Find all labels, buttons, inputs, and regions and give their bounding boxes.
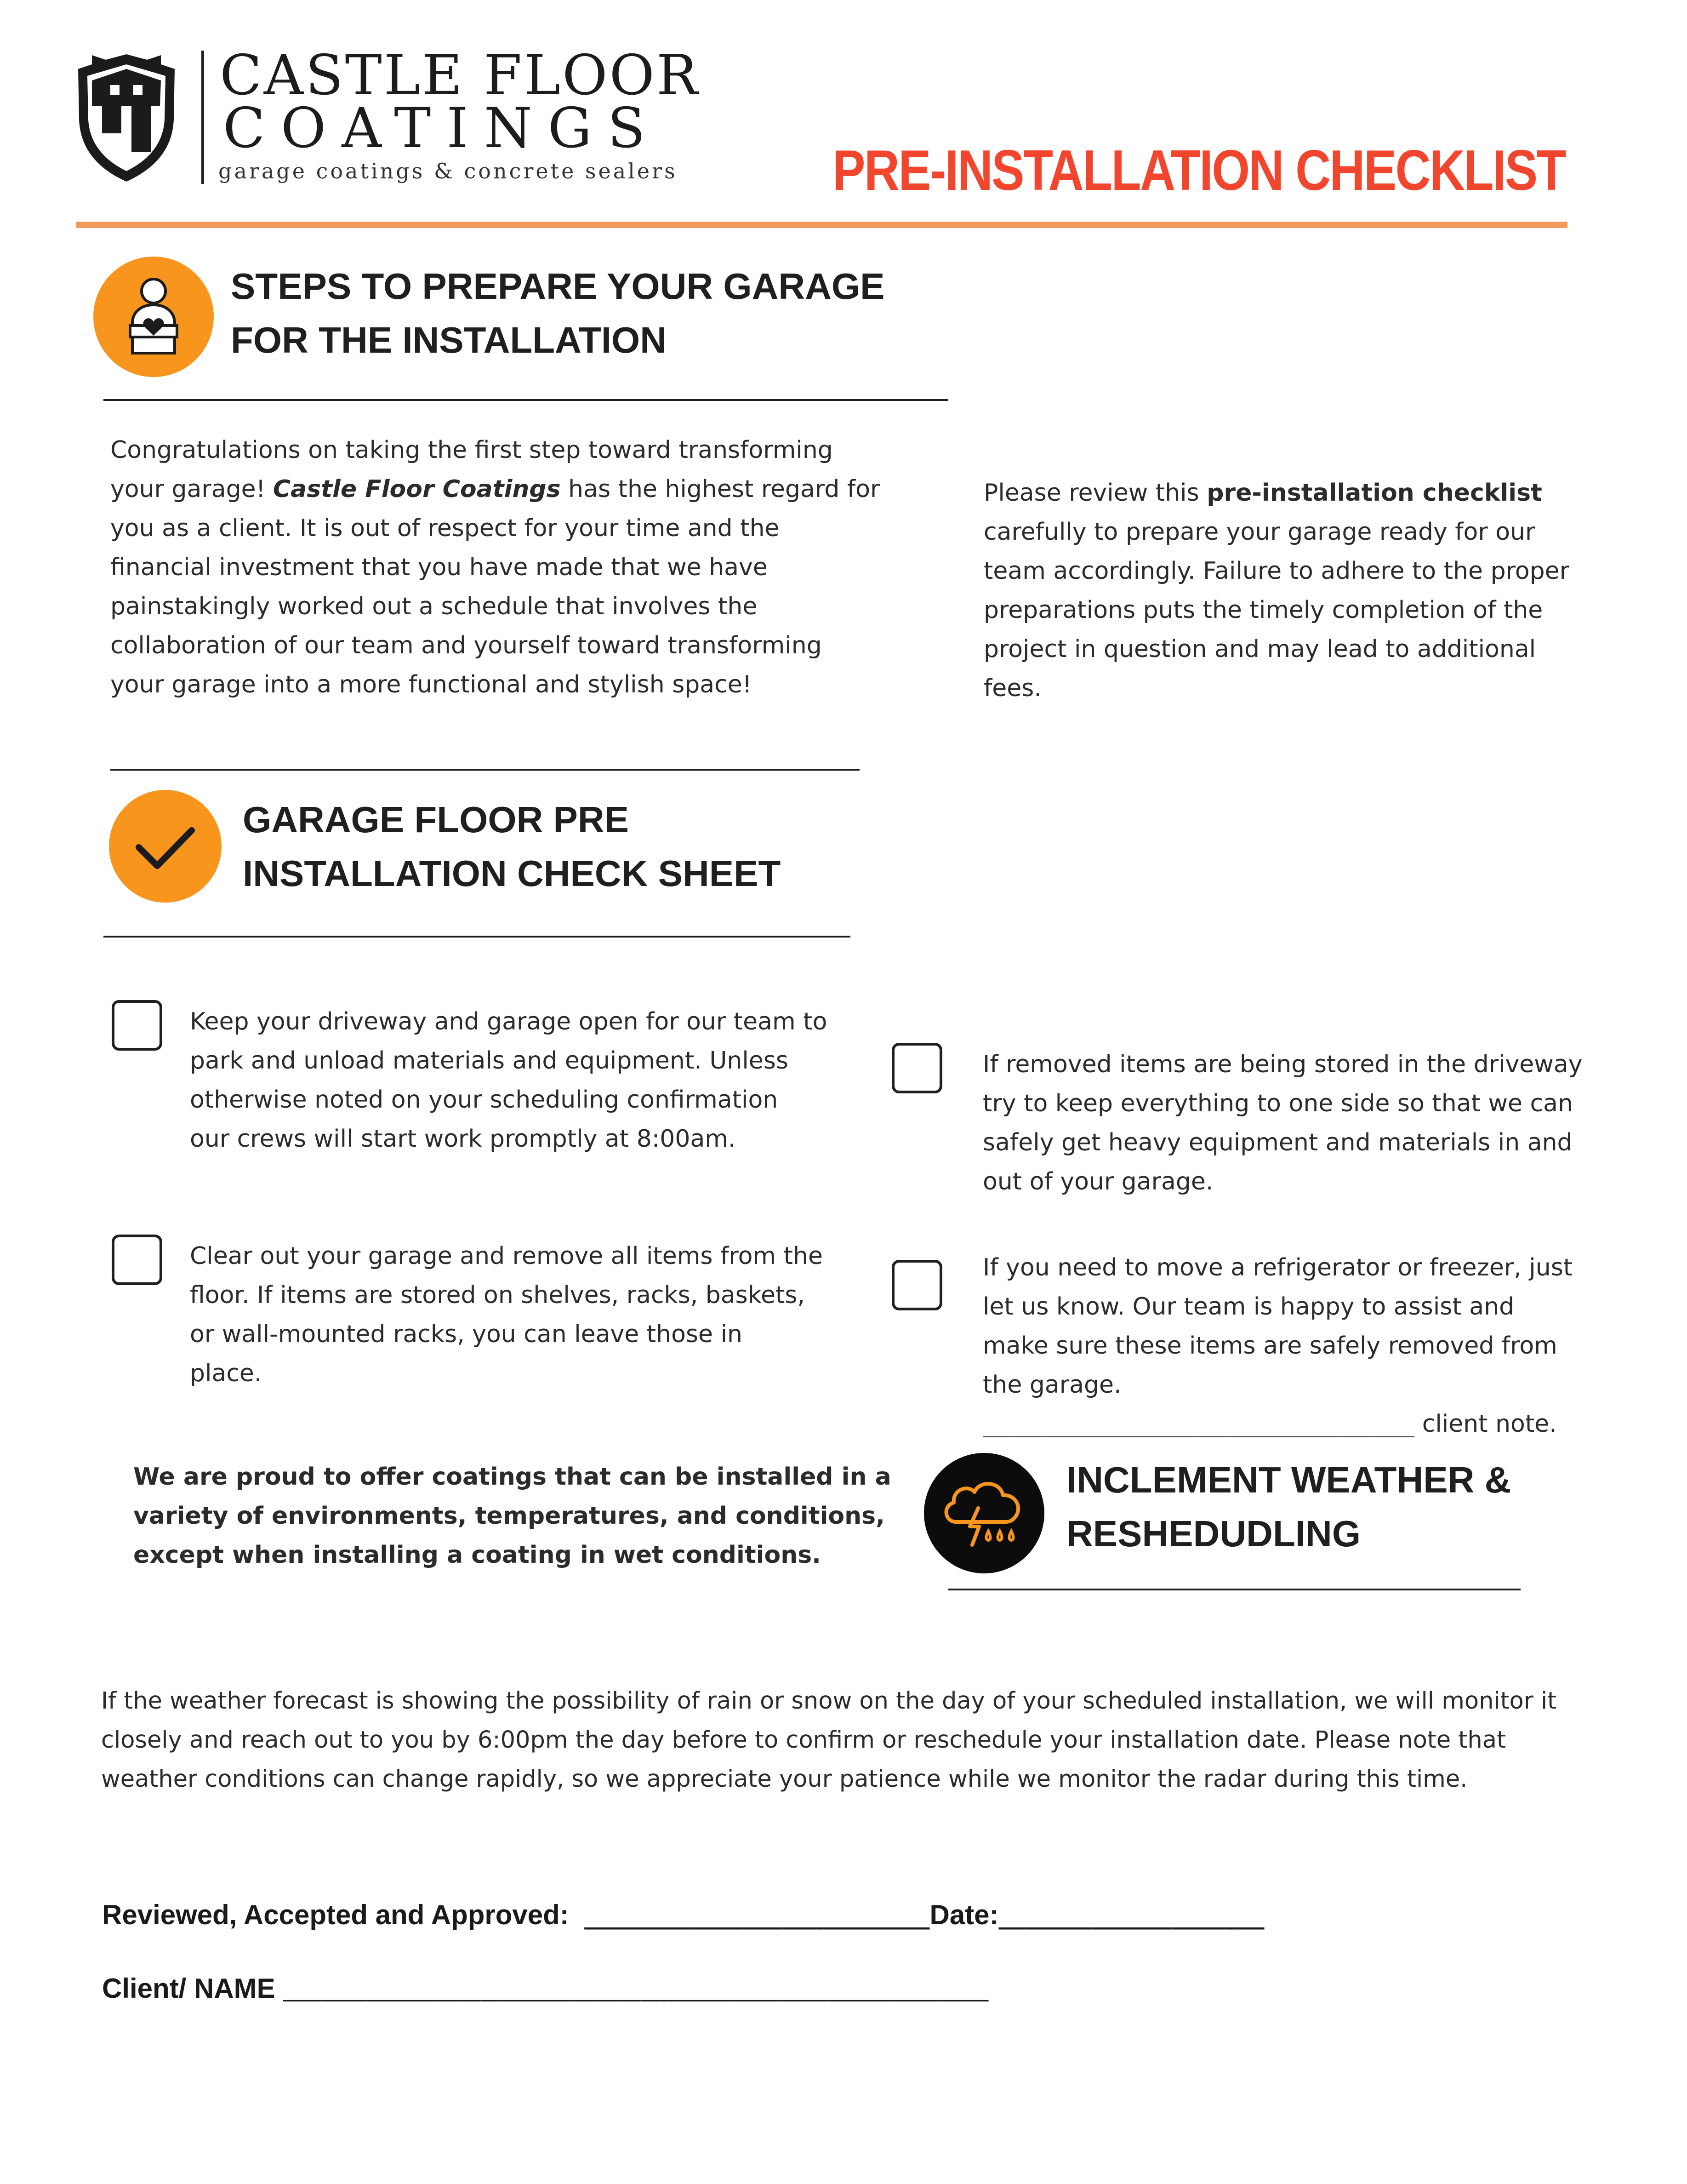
brand-mention: Castle Floor Coatings — [273, 475, 561, 503]
checklist-checkbox[interactable] — [892, 1260, 942, 1310]
checklist-checkbox[interactable] — [892, 1043, 942, 1093]
check-heading-line2: INSTALLATION CHECK SHEET — [243, 853, 781, 894]
weather-heading-line1: INCLEMENT WEATHER & — [1066, 1459, 1511, 1500]
review-line: fees. — [984, 675, 1042, 702]
checklist-emphasis: pre-installation checklist — [1207, 479, 1542, 507]
wet-conditions-notice: We are proud to offer coatings that can be installed in a variety of environments, temperatures, and conditions, except when installing a coating in wet conditions. — [133, 1463, 891, 1569]
intro-line: Congratulations on taking the first step toward transforming — [110, 436, 833, 464]
person-holding-heart-icon — [93, 257, 214, 377]
brand-name-line1: CASTLE FLOOR — [220, 44, 700, 108]
intro-line: financial investment that you have made that we have — [110, 554, 768, 581]
intro-line: collaboration of our team and yourself toward transforming — [110, 632, 822, 659]
castle-shield-icon — [74, 51, 179, 184]
client-note-label: client note. — [1422, 1410, 1557, 1438]
intro-line: you as a client. It is out of respect for your time and the — [110, 515, 780, 542]
checklist-checkbox[interactable] — [112, 1000, 162, 1051]
review-line: carefully to prepare your garage ready for our — [984, 518, 1535, 546]
steps-heading-line1: STEPS TO PREPARE YOUR GARAGE — [231, 266, 885, 307]
brand-tagline: garage coatings & concrete sealers — [218, 159, 678, 183]
review-line: project in question and may lead to additional — [984, 635, 1536, 663]
client-note-blank[interactable]: ______________________________ — [983, 1410, 1415, 1438]
approval-signature-row — [102, 1899, 1264, 1931]
steps-heading-line2: FOR THE INSTALLATION — [231, 320, 667, 360]
intro-line: your garage! Castle Floor Coatings has the highest regard for — [110, 475, 880, 503]
check-heading-line1: GARAGE FLOOR PRE — [243, 799, 629, 840]
checklist-item-text: Keep your driveway and garage open for our team to park and unload materials and equipment. Unless otherwise noted on your scheduling confirmation our crews will start work promptly at 8:00am. — [190, 1008, 827, 1153]
checklist-item-text: If removed items are being stored in the driveway try to keep everything to one side so that we can safely get heavy equipment and materials in and out of your garage. — [983, 1051, 1583, 1195]
date-line[interactable]: ____________________ — [998, 1904, 1265, 1930]
date-label: Date: — [929, 1899, 999, 1930]
intro-line: your garage into a more functional and stylish space! — [110, 671, 752, 698]
checklist-item-text: Clear out your garage and remove all items from the floor. If items are stored on shelves, racks, baskets, or wall-mounted racks, you can leave those in place. — [190, 1242, 823, 1387]
approval-label: Reviewed, Accepted and Approved: — [102, 1899, 569, 1930]
client-name-label: Client/ NAME — [102, 1973, 275, 2004]
header-divider — [76, 222, 1567, 228]
review-paragraph — [984, 474, 1569, 708]
logo-divider — [201, 51, 204, 184]
check-heading-bottom-rule — [103, 936, 850, 938]
page-title: PRE-INSTALLATION CHECKLIST — [832, 139, 1565, 202]
brand-name-line2: COATINGS — [223, 97, 661, 160]
client-note — [983, 1405, 1557, 1444]
intro-line: painstakingly worked out a schedule that involves the — [110, 593, 758, 620]
weather-heading-rule — [948, 1589, 1521, 1590]
review-line: preparations puts the timely completion of the — [984, 596, 1543, 624]
checkmark-icon — [109, 790, 222, 903]
weather-heading-line2: RESHEDUDLING — [1066, 1513, 1361, 1554]
review-line: Please review this pre-installation checklist — [984, 479, 1542, 507]
steps-heading-rule — [103, 399, 948, 401]
checklist-checkbox[interactable] — [112, 1235, 162, 1285]
approval-signature-line[interactable]: __________________________ — [584, 1904, 930, 1930]
client-name-row — [102, 1972, 989, 2004]
client-name-line[interactable]: ___________________________________________________________________________ — [283, 1984, 989, 2002]
check-heading-top-rule — [110, 769, 860, 771]
review-line: team accordingly. Failure to adhere to the proper — [984, 557, 1569, 585]
weather-paragraph: If the weather forecast is showing the possibility of rain or snow on the day of your scheduled installation, we will monitor it closely and reach out to you by 6:00pm the day before to confirm or reschedule your installation date. Please note that weather conditions can change rapidly, so we appreciate your patience while we monitor the radar during this time. — [101, 1687, 1557, 1793]
intro-paragraph — [110, 431, 880, 704]
checklist-item-text: If you need to move a refrigerator or freezer, just let us know. Our team is happy to assist and make sure these items are safely removed from the garage. — [983, 1254, 1573, 1399]
storm-cloud-icon — [924, 1453, 1044, 1573]
